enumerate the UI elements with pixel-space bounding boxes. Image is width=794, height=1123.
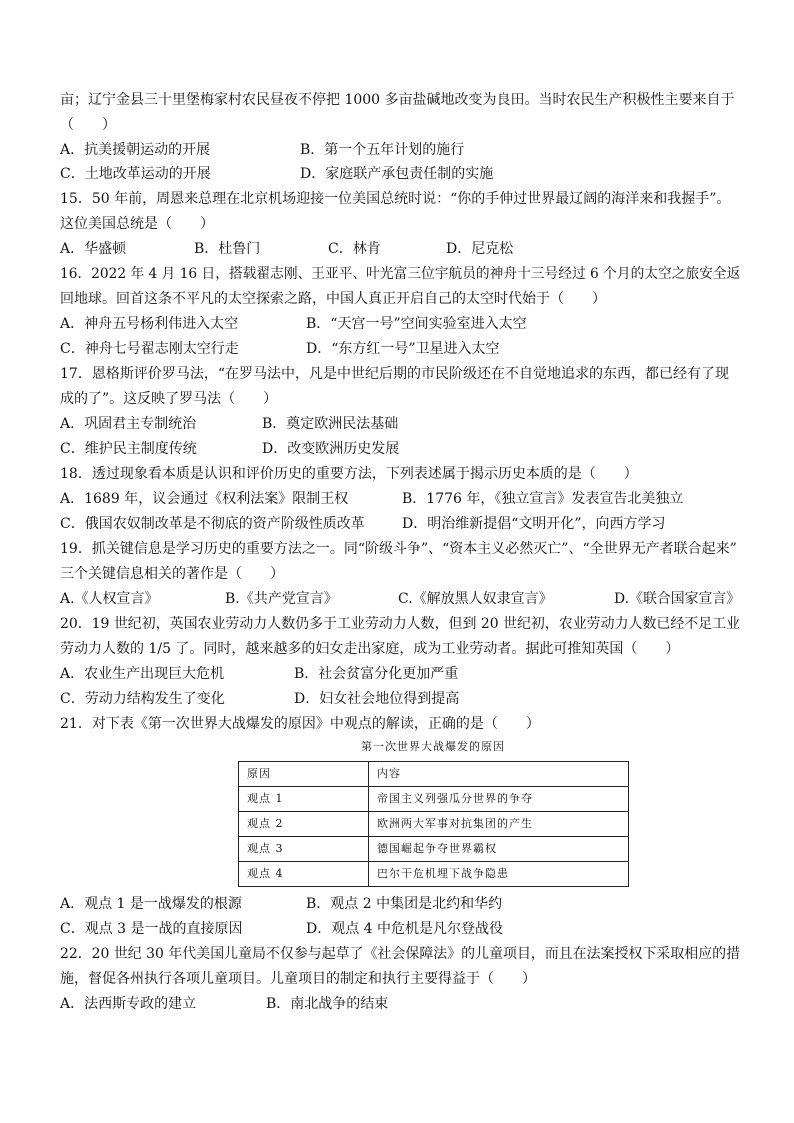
q18-option-c: C．俄国农奴制改革是不彻底的资产阶级性质改革 <box>60 516 365 532</box>
table-cell: 巴尔干危机埋下战争隐患 <box>369 862 629 887</box>
q19-option-c: C.《解放黑人奴隶宣言》 <box>398 591 553 607</box>
q16-option-b: B．“天宫一号”空间实验室进入太空 <box>306 316 527 332</box>
q20-option-b: B．社会贫富分化更加严重 <box>294 666 459 682</box>
table-cell: 观点 4 <box>239 862 369 887</box>
q16-option-a: A．神舟五号杨利伟进入太空 <box>60 316 239 332</box>
table-header-cell: 原因 <box>239 762 369 787</box>
table-cell: 观点 3 <box>239 837 369 862</box>
q15-stem-line2: 这位美国总统是（ ） <box>60 216 214 232</box>
q14-option-d: D．家庭联产承包责任制的实施 <box>300 166 494 182</box>
q17-stem-line1: 17．恩格斯评价罗马法，“在罗马法中，凡是中世纪后期的市民阶级还在不自觉地追求的东西，都已经有了现 <box>60 366 729 382</box>
table-row <box>239 862 629 887</box>
q21-table-caption: 第一次世界大战爆发的原因 <box>361 740 505 753</box>
q21-option-d: D．观点 4 中危机是凡尔登战役 <box>306 921 504 937</box>
q16-option-c: C．神舟七号翟志刚太空行走 <box>60 341 239 357</box>
q16-option-d: D．“东方红一号”卫星进入太空 <box>306 341 500 357</box>
q16-stem-line1: 16．2022 年 4 月 16 日，搭载翟志刚、王亚平、叶光富三位宇航员的神舟十三号经过 6 个月的太空之旅安全返 <box>60 266 741 282</box>
table-header-row <box>239 762 629 787</box>
q19-option-a: A.《人权宣言》 <box>60 591 159 607</box>
table-cell: 欧洲两大军事对抗集团的产生 <box>369 812 629 837</box>
q17-option-d: D．改变欧洲历史发展 <box>262 441 400 457</box>
q20-option-d: D．妇女社会地位得到提高 <box>294 691 460 707</box>
q21-stem-line1: 21．对下表《第一次世界大战爆发的原因》中观点的解读，正确的是（ ） <box>60 716 540 732</box>
q14-stem-continuation: 亩；辽宁金县三十里堡梅家村农民昼夜不停把 1000 多亩盐碱地改变为良田。当时农民生产积极性主要来自于 <box>60 92 735 108</box>
q18-stem-line1: 18．透过现象看本质是认识和评价历史的重要方法，下列表述属于揭示历史本质的是（ ） <box>60 466 638 482</box>
q21-option-c: C．观点 3 是一战的直接原因 <box>60 921 243 937</box>
q20-stem-line1: 20．19 世纪初，英国农业劳动力人数仍多于工业劳动力人数，但到 20 世纪初，农业劳动力人数已经不足工业 <box>60 616 741 632</box>
q21-option-b: B．观点 2 中集团是北约和华约 <box>306 896 503 912</box>
q17-stem-line2: 成的了”。这反映了罗马法（ ） <box>60 391 278 407</box>
q20-stem-line2: 劳动力人数的 1/5 了。同时，越来越多的妇女走出家庭，成为工业劳动者。据此可推知英国（ ） <box>60 641 680 657</box>
table-row <box>239 787 629 812</box>
q18-option-d: D．明治维新提倡“文明开化”，向西方学习 <box>402 516 666 532</box>
q15-option-d: D．尼克松 <box>446 241 514 257</box>
table-cell: 观点 1 <box>239 787 369 812</box>
q19-option-b: B.《共产党宣言》 <box>225 591 338 607</box>
q18-option-b: B．1776 年，《独立宣言》发表宣告北美独立 <box>402 491 684 507</box>
q22-stem-line1: 22．20 世纪 30 年代美国儿童局不仅参与起草了《社会保障法》的儿童项目，而且在法案授权下采取相应的措 <box>60 946 741 962</box>
q19-stem-line1: 19．抓关键信息是学习历史的重要方法之一。同“阶级斗争”、“资本主义必然灭亡”、“全世界无产者联合起来” <box>60 541 737 557</box>
q17-option-a: A．巩固君主专制统治 <box>60 416 197 432</box>
q19-option-d: D.《联合国家宣言》 <box>614 591 741 607</box>
q15-stem-line1: 15．50 年前，周恩来总理在北京机场迎接一位美国总统时说：“你的手伸过世界最辽阔的海洋来和我握手”。 <box>60 191 731 207</box>
table-cell: 德国崛起争夺世界霸权 <box>369 837 629 862</box>
table-header-cell: 内容 <box>369 762 629 787</box>
q14-option-b: B．第一个五年计划的施行 <box>300 142 465 158</box>
q21-causes-table <box>238 761 629 887</box>
q21-option-a: A．观点 1 是一战爆发的根源 <box>60 896 242 912</box>
q14-option-c: C．土地改革运动的开展 <box>60 166 211 182</box>
q17-option-c: C．维护民主制度传统 <box>60 441 197 457</box>
q20-option-c: C．劳动力结构发生了变化 <box>60 691 225 707</box>
q19-stem-line2: 三个关键信息相关的著作是（ ） <box>60 566 284 582</box>
q14-answer-paren: （ ） <box>60 117 116 133</box>
table-row <box>239 812 629 837</box>
table-row <box>239 837 629 862</box>
q16-stem-line2: 回地球。回首这条不平凡的太空探索之路，中国人真正开启自己的太空时代始于（ ） <box>60 291 606 307</box>
q22-stem-line2: 施，督促各州执行各项儿童项目。儿童项目的制定和执行主要得益于（ ） <box>60 971 536 987</box>
q15-option-a: A．华盛顿 <box>60 241 127 257</box>
q18-option-a: A．1689 年，议会通过《权利法案》限制王权 <box>60 491 349 507</box>
q22-option-b: B．南北战争的结束 <box>266 996 389 1012</box>
table-cell: 观点 2 <box>239 812 369 837</box>
q15-option-b: B．杜鲁门 <box>194 241 261 257</box>
table-cell: 帝国主义列强瓜分世界的争夺 <box>369 787 629 812</box>
q15-option-c: C．林肯 <box>328 241 381 257</box>
q17-option-b: B．奠定欧洲民法基础 <box>262 416 399 432</box>
q14-option-a: A．抗美援朝运动的开展 <box>60 142 211 158</box>
q22-option-a: A．法西斯专政的建立 <box>60 996 197 1012</box>
q20-option-a: A．农业生产出现巨大危机 <box>60 666 225 682</box>
